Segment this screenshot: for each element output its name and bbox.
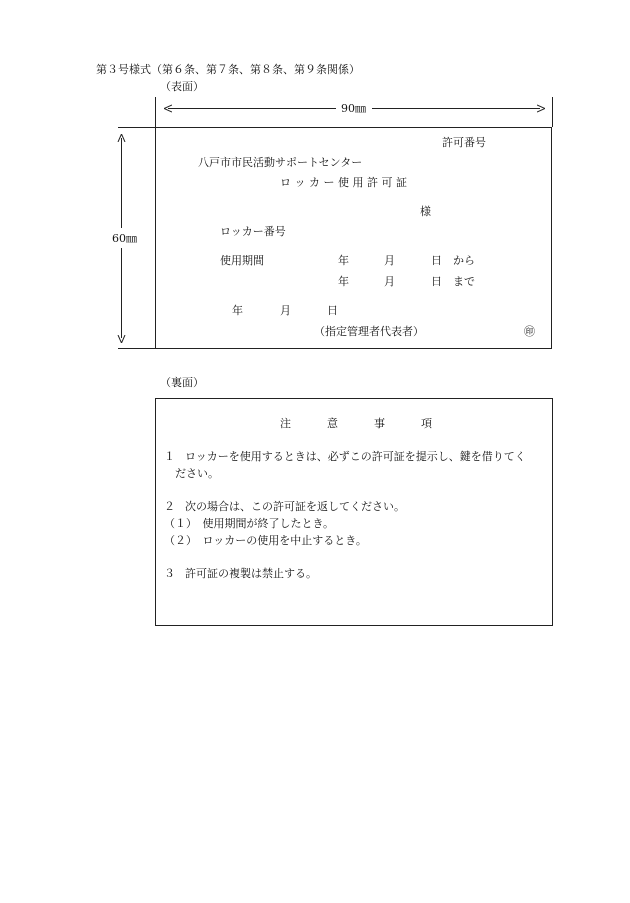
heading-char-1: 注 — [280, 417, 291, 430]
permit-number-label: 許可番号 — [442, 136, 486, 149]
seal-mark: ㊞ — [524, 325, 535, 338]
dim-top-tick — [118, 127, 155, 128]
front-label: （表面） — [160, 80, 204, 93]
dim-left-tick — [155, 97, 156, 127]
dim-bottom-tick — [118, 348, 155, 349]
manager-label: （指定管理者代表者） — [314, 325, 424, 338]
issue-day: 日 — [327, 304, 338, 317]
locker-number-label: ロッカー番号 — [220, 225, 286, 238]
issuer-name: 八戸市市民活動サポートセンター — [198, 156, 363, 169]
until-month: 月 — [384, 275, 395, 288]
until-year: 年 — [338, 275, 349, 288]
dim-right-tick — [552, 97, 553, 127]
item3-text: 許可証の複製は禁止する。 — [185, 567, 317, 580]
from-text: から — [453, 254, 475, 267]
heading-char-2: 意 — [327, 417, 338, 430]
arrow-down-icon — [117, 335, 126, 343]
item2-sub1: （１） 使用期間が終了したとき。 — [164, 517, 335, 530]
period-label: 使用期間 — [220, 254, 264, 267]
item1-line2: ださい。 — [175, 467, 219, 480]
form-title: 第３号様式（第６条、第７条、第８条、第９条関係） — [96, 63, 360, 76]
issue-month: 月 — [280, 304, 291, 317]
honorific: 様 — [420, 205, 431, 218]
card-title: ロ ッ カ ー 使 用 許 可 証 — [280, 176, 407, 189]
item2-sub2: （２） ロッカーの使用を中止するとき。 — [164, 534, 367, 547]
arrow-left-icon — [164, 104, 172, 113]
from-year: 年 — [338, 254, 349, 267]
height-arrow-line-top — [121, 138, 122, 228]
width-arrow-line-left — [168, 108, 336, 109]
height-dimension: 60㎜ — [112, 232, 137, 245]
item3-number: ３ — [164, 567, 175, 580]
item1-line1: ロッカーを使用するときは、必ずこの許可証を提示し、鍵を借りてく — [185, 450, 526, 463]
width-dimension: 90㎜ — [341, 102, 366, 115]
until-day: 日 — [431, 275, 442, 288]
item1-number: １ — [164, 450, 175, 463]
heading-char-4: 項 — [421, 417, 432, 430]
arrow-right-icon — [537, 104, 545, 113]
from-day: 日 — [431, 254, 442, 267]
height-arrow-line-bottom — [121, 248, 122, 338]
item2-text: 次の場合は、この許可証を返してください。 — [185, 500, 405, 513]
heading-char-3: 事 — [374, 417, 385, 430]
item2-number: ２ — [164, 500, 175, 513]
arrow-up-icon — [117, 134, 126, 142]
from-month: 月 — [384, 254, 395, 267]
until-text: まで — [453, 275, 475, 288]
width-arrow-line-right — [372, 108, 540, 109]
back-label: （裏面） — [160, 376, 204, 389]
issue-year: 年 — [232, 304, 243, 317]
